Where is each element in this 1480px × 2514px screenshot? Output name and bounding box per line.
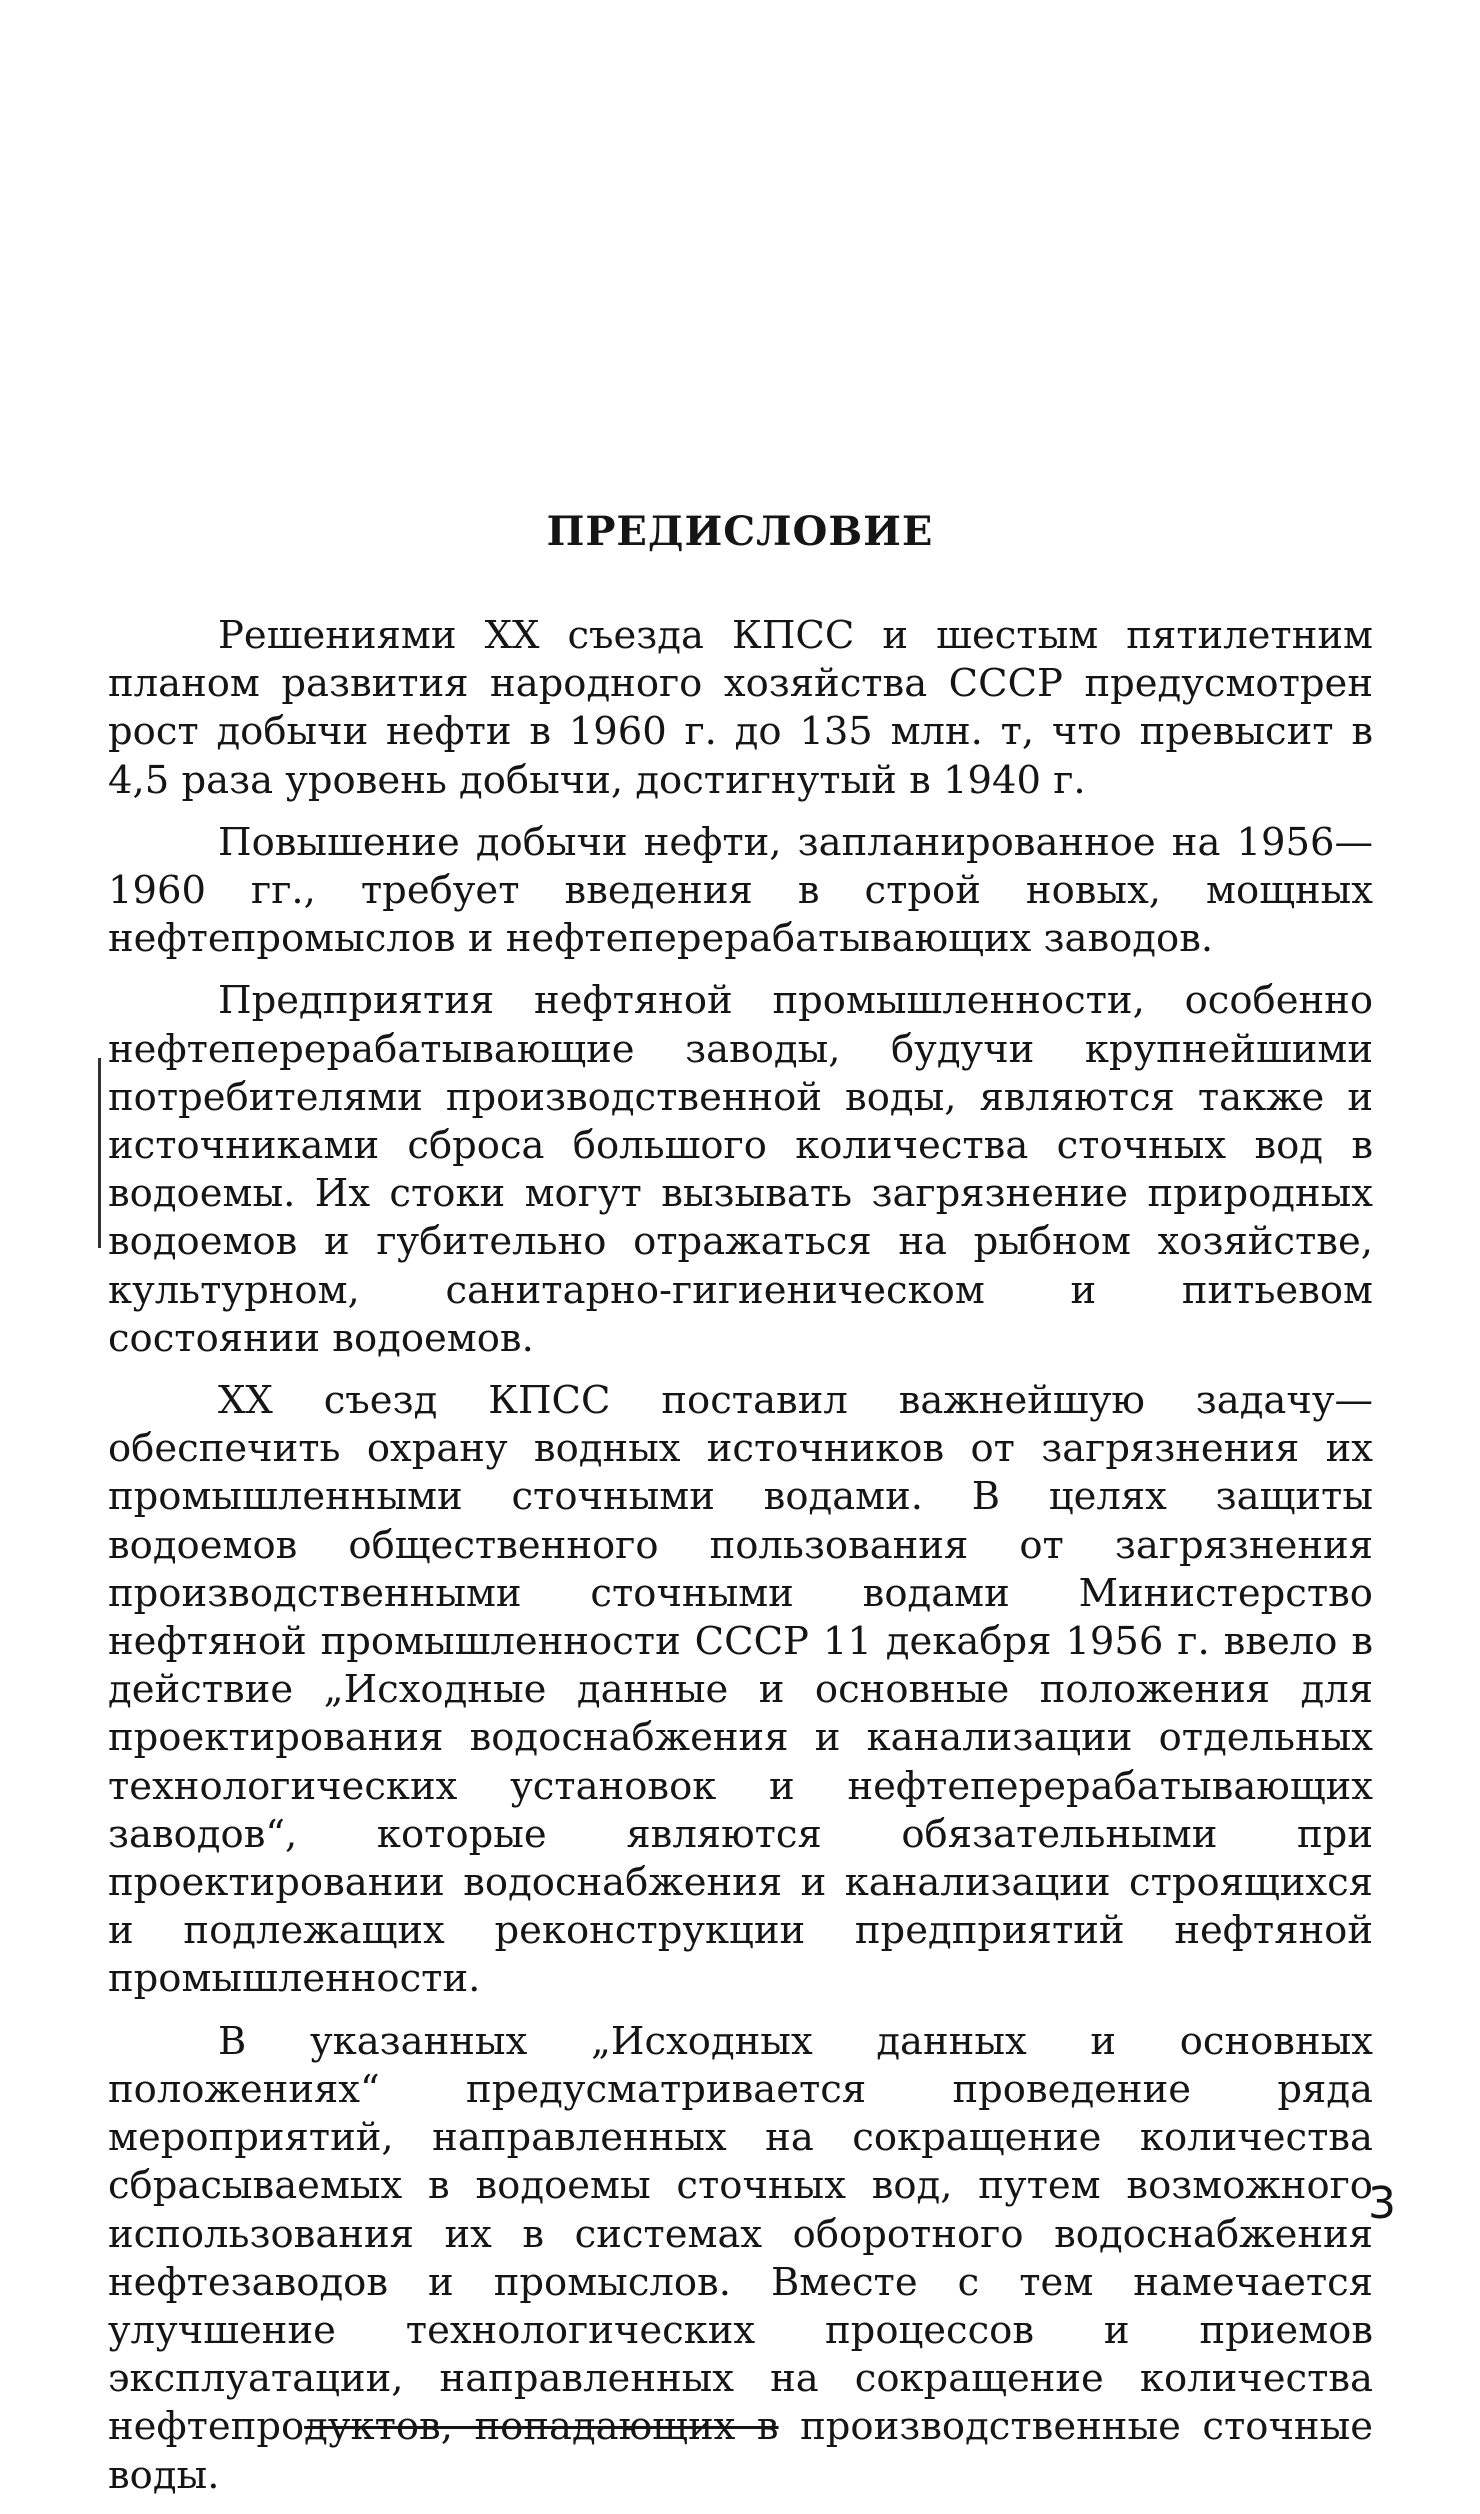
paragraph-5-text: В указанных „Исходных данных и основных положениях“ предусматривается проведение ряда мероприятий, направленных на сокращение количества сбрасываемых в водоемы сточных вод, путем возможного использования их в системах оборотного водоснабжения нефтезаводов и промыслов. Вместе с тем намечается улучшение технологических процессов и приемов эксплуатации, направленных на сокращение количества нефтепро (108, 2018, 1373, 2450)
paragraph-5-end: производственные сточные воды. (108, 2404, 1373, 2498)
paragraph-1: Решениями XX съезда КПСС и шестым пятилетним планом развития народного хозяйства СССР предусмотрен рост добычи нефти в 1960 г. до 135 млн. т, что превысит в 4,5 раза уровень добычи, достигнутый в 1940 г. (108, 613, 1373, 803)
paragraph-2: Повышение добычи нефти, запланированное на 1956—1960 гг., требует введения в строй новых, мощных нефтепромыслов и нефтеперерабатывающих заводов. (108, 819, 1373, 962)
paragraph-3: Предприятия нефтяной промышленности, особенно нефтеперерабатывающие заводы, будучи крупнейшими потребителями производственной воды, являются также и источниками сброса большого количества сточных вод в водоемы. Их стоки могут вызывать загрязнение природных водоемов и губительно отражаться на рыбном хозяйстве, культурном, санитарно-гигиеническом и питьевом состоянии водоемов. (108, 978, 1373, 1361)
paragraph-4: XX съезд КПСС поставил важнейшую задачу—обеспечить охрану водных источников от загрязнения их промышленными сточными водами. В целях защиты водоемов общественного пользования от загрязнения производственными сточными водами Министерство нефтяной промышленности СССР 11 декабря 1956 г. ввело в действие „Исходные данные и основные положения для проектирования водоснабжения и канализации отдельных технологических установок и нефтеперерабатывающих заводов“, которые являются обязательными при проектировании водоснабжения и канализации строящихся и подлежащих реконструкции предприятий нефтяной промышленности. (108, 1378, 1373, 2002)
paragraph-5 (108, 2018, 1373, 2500)
margin-bracket-mark (98, 1058, 101, 1248)
page-title: ПРЕДИСЛОВИЕ (546, 508, 934, 555)
struck-through-text: дуктов, попадающих в (304, 2404, 779, 2450)
page-number: 3 (1368, 2178, 1396, 2229)
body-text (108, 612, 1373, 2514)
